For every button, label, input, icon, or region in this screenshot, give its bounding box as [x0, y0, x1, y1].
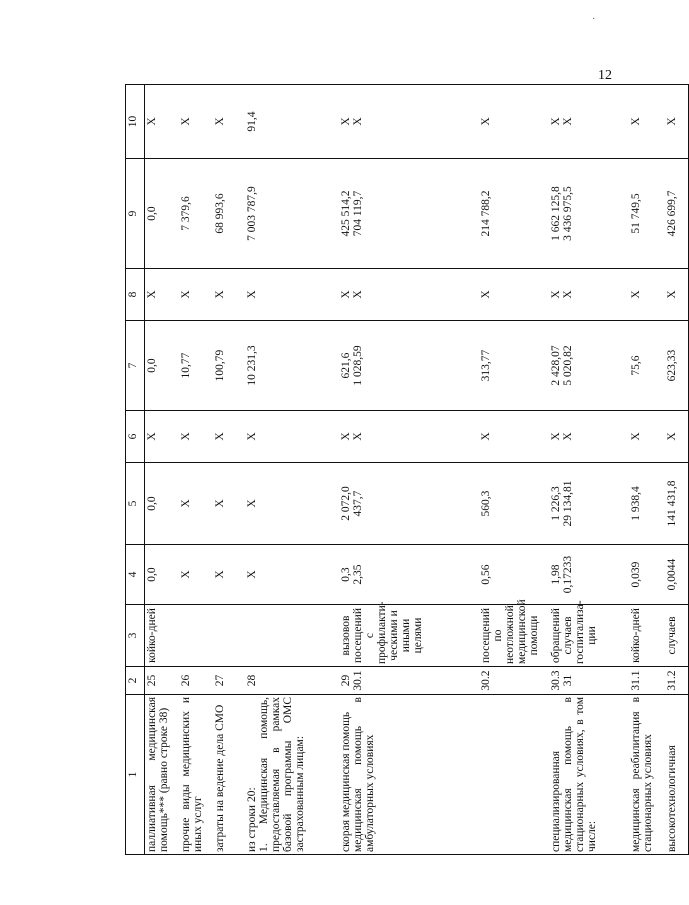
table-cell-col3: койко-дней	[145, 605, 179, 667]
table-cell-col10: Х Х	[339, 85, 479, 159]
page-number: 12	[598, 68, 612, 83]
table-cell-col9: 7 003 787,9	[245, 159, 339, 269]
table-cell-col5: Х	[179, 463, 213, 545]
table-cell-col4: 0,0044	[665, 545, 689, 605]
table-row	[479, 85, 549, 855]
table-row	[245, 85, 339, 855]
column-header: 4	[126, 545, 145, 605]
table-cell-col8: Х Х	[549, 269, 629, 321]
table-row	[213, 85, 245, 855]
table-cell-col6: Х Х	[339, 411, 479, 463]
table-cell-col3	[179, 605, 213, 667]
table-cell-col4: 0,0	[145, 545, 179, 605]
table-cell-col10: Х	[213, 85, 245, 159]
table-row	[179, 85, 213, 855]
table-cell-col10: Х	[145, 85, 179, 159]
table-cell-col8: Х	[245, 269, 339, 321]
table-cell-col6: Х Х	[549, 411, 629, 463]
table-cell-col3: посещений по неотложной медицинской помощи	[479, 605, 549, 667]
table-cell-col6: Х	[245, 411, 339, 463]
table-cell-col6: Х	[213, 411, 245, 463]
table-cell-col2: 27	[213, 667, 245, 695]
table-cell-col7: 313,77	[479, 321, 549, 411]
table-cell-col1: затраты на ведение дела СМО	[213, 695, 245, 855]
table-row	[549, 85, 629, 855]
table-row	[145, 85, 179, 855]
table-cell-col7: 10 231,3	[245, 321, 339, 411]
column-header: 3	[126, 605, 145, 667]
table-cell-col1: паллиативная медицинская помощь*** (равно строке 38)	[145, 695, 179, 855]
table-cell-col5: Х	[213, 463, 245, 545]
table-cell-col3: обращений случаев госпитализа-ции	[549, 605, 629, 667]
table-cell-col7: 75,6	[629, 321, 665, 411]
table-cell-col8: Х	[179, 269, 213, 321]
table-cell-col8: Х	[213, 269, 245, 321]
table-cell-col3	[213, 605, 245, 667]
table-cell-col9: 51 749,5	[629, 159, 665, 269]
table-cell-col1	[479, 695, 549, 855]
table-row	[665, 85, 689, 855]
table-cell-col7: 0,0	[145, 321, 179, 411]
table-row	[629, 85, 665, 855]
table-cell-col9: 426 699,7	[665, 159, 689, 269]
table-cell-col1: медицинская реабилитация в стационарных условиях	[629, 695, 665, 855]
table-cell-col2: 31.1	[629, 667, 665, 695]
table-cell-col1: высокотехнологичная	[665, 695, 689, 855]
table-cell-col4: 0,039	[629, 545, 665, 605]
table-header-row	[126, 85, 145, 855]
table-cell-col6: Х	[629, 411, 665, 463]
table-cell-col4: 1,98 0,17233	[549, 545, 629, 605]
table-cell-col10: Х	[629, 85, 665, 159]
table-cell-col3: койко-дней	[629, 605, 665, 667]
table-cell-col5: Х	[245, 463, 339, 545]
table-cell-col1: из строки 20: 1. Медицинская помощь, предоставляемая в рамках базовой программы ОМС застрахованным лицам:	[245, 695, 339, 855]
table-cell-col9: 425 514,2 704 119,7	[339, 159, 479, 269]
table-cell-col7: 2 428,07 5 020,82	[549, 321, 629, 411]
table-cell-col7: 621,6 1 028,59	[339, 321, 479, 411]
table-cell-col2: 30.3 31	[549, 667, 629, 695]
statistics-table	[125, 84, 689, 855]
table-cell-col8: Х	[665, 269, 689, 321]
table-cell-col6: Х	[665, 411, 689, 463]
table-cell-col1: специализированная медицинская помощь в стационарных условиях, в том числе:	[549, 695, 629, 855]
column-header: 10	[126, 85, 145, 159]
table-cell-col9: 1 662 125,8 3 436 975,5	[549, 159, 629, 269]
column-header: 6	[126, 411, 145, 463]
table-cell-col9: 0,0	[145, 159, 179, 269]
table-cell-col5: 2 072,0 437,7	[339, 463, 479, 545]
table-cell-col4: Х	[245, 545, 339, 605]
column-header: 1	[126, 695, 145, 855]
table-row	[339, 85, 479, 855]
column-header: 2	[126, 667, 145, 695]
table-cell-col9: 214 788,2	[479, 159, 549, 269]
table-cell-col5: 141 431,8	[665, 463, 689, 545]
column-header: 5	[126, 463, 145, 545]
table-cell-col2: 26	[179, 667, 213, 695]
table-cell-col10: 91,4	[245, 85, 339, 159]
table-cell-col9: 68 993,6	[213, 159, 245, 269]
table-cell-col2: 29 30.1	[339, 667, 479, 695]
table-cell-col7: 100,79	[213, 321, 245, 411]
table-cell-col5: 0,0	[145, 463, 179, 545]
table-cell-col4: Х	[213, 545, 245, 605]
scan-mark: ·	[592, 14, 596, 25]
table-cell-col2: 30.2	[479, 667, 549, 695]
table-cell-col7: 623,33	[665, 321, 689, 411]
table-cell-col1: прочие виды медицинских и иных услуг	[179, 695, 213, 855]
table-cell-col4: Х	[179, 545, 213, 605]
table-cell-col2: 28	[245, 667, 339, 695]
table-cell-col6: Х	[179, 411, 213, 463]
column-header: 8	[126, 269, 145, 321]
table-cell-col2: 25	[145, 667, 179, 695]
table-cell-col4: 0,3 2,35	[339, 545, 479, 605]
table-cell-col5: 560,3	[479, 463, 549, 545]
table-cell-col3	[245, 605, 339, 667]
table-cell-col10: Х Х	[549, 85, 629, 159]
table-cell-col8: Х Х	[339, 269, 479, 321]
table-cell-col7: 10,77	[179, 321, 213, 411]
table-cell-col3: случаев	[665, 605, 689, 667]
rotated-table-container	[125, 85, 678, 855]
table-cell-col10: Х	[179, 85, 213, 159]
table-cell-col4: 0,56	[479, 545, 549, 605]
column-header: 9	[126, 159, 145, 269]
table-cell-col8: Х	[145, 269, 179, 321]
column-header: 7	[126, 321, 145, 411]
table-cell-col5: 1 938,4	[629, 463, 665, 545]
table-cell-col8: Х	[629, 269, 665, 321]
table-cell-col2: 31.2	[665, 667, 689, 695]
table-cell-col10: Х	[479, 85, 549, 159]
table-cell-col1: скорая медицинская помощь медицинская помощь в амбулаторных условиях	[339, 695, 479, 855]
table-cell-col9: 7 379,6	[179, 159, 213, 269]
table-cell-col6: Х	[479, 411, 549, 463]
table-cell-col8: Х	[479, 269, 549, 321]
table-cell-col10: Х	[665, 85, 689, 159]
table-cell-col3: вызовов посещений с профилакти-ческими и иными целями	[339, 605, 479, 667]
table-cell-col5: 1 226,3 29 134,81	[549, 463, 629, 545]
table-cell-col6: Х	[145, 411, 179, 463]
